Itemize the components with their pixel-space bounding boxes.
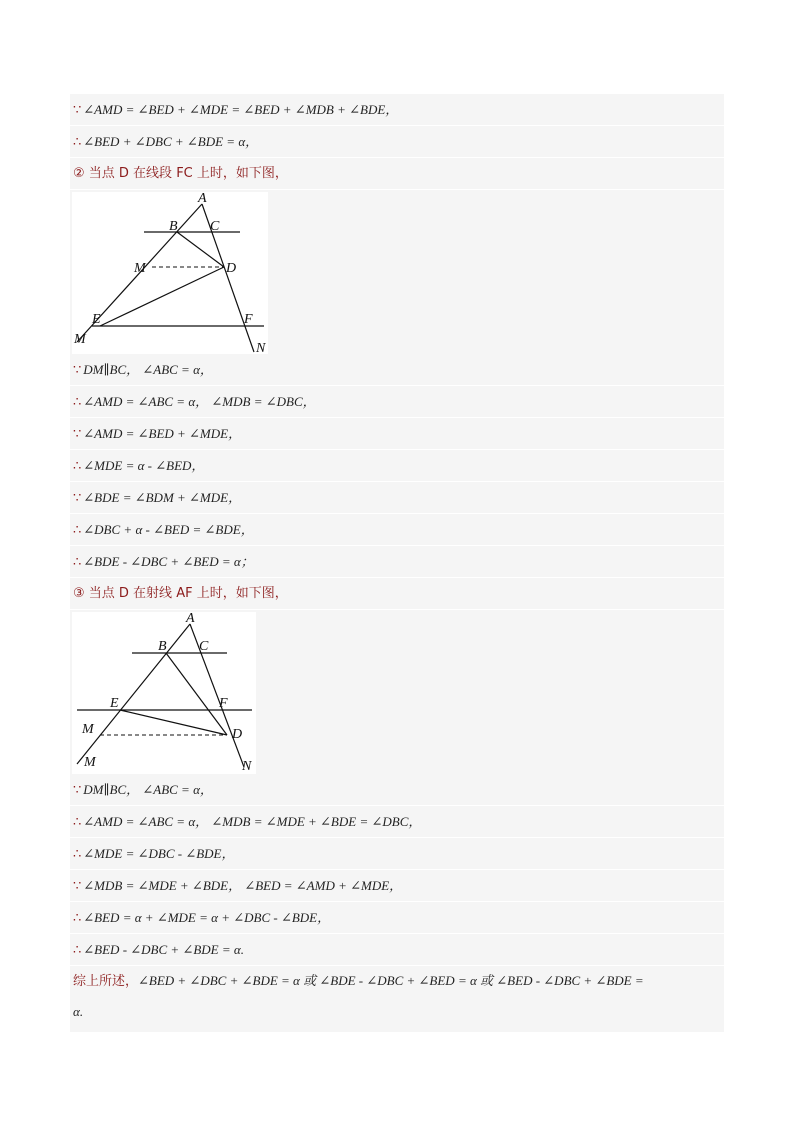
proof-line xyxy=(70,806,724,838)
proof-text: DM∥BC， ∠ABC = α， xyxy=(83,782,213,797)
proof-text: ∠BED - ∠DBC + ∠BDE = α. xyxy=(83,942,244,957)
proof-line xyxy=(70,870,724,902)
proof-text: ∠MDE = ∠DBC - ∠BDE， xyxy=(83,846,235,861)
label-m-ray: M xyxy=(74,332,86,347)
therefore-symbol: ∴ xyxy=(73,814,82,829)
because-symbol: ∵ xyxy=(73,102,82,117)
because-symbol: ∵ xyxy=(73,490,82,505)
label-a: A xyxy=(186,612,195,626)
proof-line xyxy=(70,482,724,514)
label-m-ray: M xyxy=(84,755,96,770)
case2-figure xyxy=(72,192,268,354)
proof-line xyxy=(70,902,724,934)
therefore-symbol: ∴ xyxy=(73,554,82,569)
label-e: E xyxy=(92,312,101,327)
proof-line xyxy=(70,94,724,126)
proof-line xyxy=(70,514,724,546)
label-a: A xyxy=(198,192,207,206)
case3-figure xyxy=(72,612,256,774)
label-b: B xyxy=(169,219,178,234)
proof-text: ∠BDE = ∠BDM + ∠MDE， xyxy=(83,490,242,505)
proof-text: ∠DBC + α - ∠BED = ∠BDE， xyxy=(83,522,254,537)
proof-text: ∠AMD = ∠ABC = α， ∠MDB = ∠MDE + ∠BDE = ∠DBC， xyxy=(83,814,422,829)
label-m: M xyxy=(82,722,94,737)
proof-line xyxy=(70,934,724,966)
therefore-symbol: ∴ xyxy=(73,910,82,925)
proof-line xyxy=(70,126,724,158)
because-symbol: ∵ xyxy=(73,878,82,893)
proof-text: ∠MDE = α - ∠BED， xyxy=(83,458,205,473)
case3-heading: ③ 当点 D 在射线 AF 上时，如下图， xyxy=(70,578,724,610)
label-f: F xyxy=(219,696,228,711)
proof-text: ∠AMD = ∠ABC = α， ∠MDB = ∠DBC， xyxy=(83,394,316,409)
label-b: B xyxy=(158,639,167,654)
proof-text: DM∥BC， ∠ABC = α， xyxy=(83,362,213,377)
proof-line xyxy=(70,838,724,870)
because-symbol: ∵ xyxy=(73,426,82,441)
summary-tail: α. xyxy=(73,1004,84,1019)
proof-line xyxy=(70,386,724,418)
therefore-symbol: ∴ xyxy=(73,942,82,957)
proof-line xyxy=(70,546,724,578)
proof-line xyxy=(70,418,724,450)
proof-text: ∠AMD = ∠BED + ∠MDE， xyxy=(83,426,242,441)
proof-text: ∠BDE - ∠DBC + ∠BED = α； xyxy=(83,554,254,569)
proof-text: ∠AMD = ∠BED + ∠MDE = ∠BED + ∠MDB + ∠BDE， xyxy=(83,102,399,117)
proof-line xyxy=(70,354,724,386)
label-n: N xyxy=(242,759,252,774)
proof-line xyxy=(70,450,724,482)
label-m: M xyxy=(134,261,146,276)
label-n: N xyxy=(256,341,266,354)
proof-text: ∠MDB = ∠MDE + ∠BDE， ∠BED = ∠AMD + ∠MDE， xyxy=(83,878,403,893)
label-c: C xyxy=(199,639,209,654)
therefore-symbol: ∴ xyxy=(73,458,82,473)
therefore-symbol: ∴ xyxy=(73,522,82,537)
label-c: C xyxy=(210,219,220,234)
because-symbol: ∵ xyxy=(73,362,82,377)
label-f: F xyxy=(244,312,253,327)
label-d: D xyxy=(232,727,243,742)
because-symbol: ∵ xyxy=(73,782,82,797)
summary-text: ∠BED + ∠DBC + ∠BDE = α 或 ∠BDE - ∠DBC + ∠BED = α 或 ∠BED - ∠DBC + ∠BDE = xyxy=(138,973,644,988)
label-e: E xyxy=(110,696,119,711)
proof-text: ∠BED + ∠DBC + ∠BDE = α， xyxy=(83,134,259,149)
solution-content xyxy=(70,94,724,1032)
case2-heading: ② 当点 D 在线段 FC 上时，如下图， xyxy=(70,158,724,190)
proof-line xyxy=(70,774,724,806)
summary-paragraph xyxy=(70,966,724,1028)
label-d: D xyxy=(226,261,237,276)
therefore-symbol: ∴ xyxy=(73,134,82,149)
summary-lead: 综上所述， xyxy=(73,974,139,989)
therefore-symbol: ∴ xyxy=(73,846,82,861)
therefore-symbol: ∴ xyxy=(73,394,82,409)
proof-text: ∠BED = α + ∠MDE = α + ∠DBC - ∠BDE， xyxy=(83,910,331,925)
